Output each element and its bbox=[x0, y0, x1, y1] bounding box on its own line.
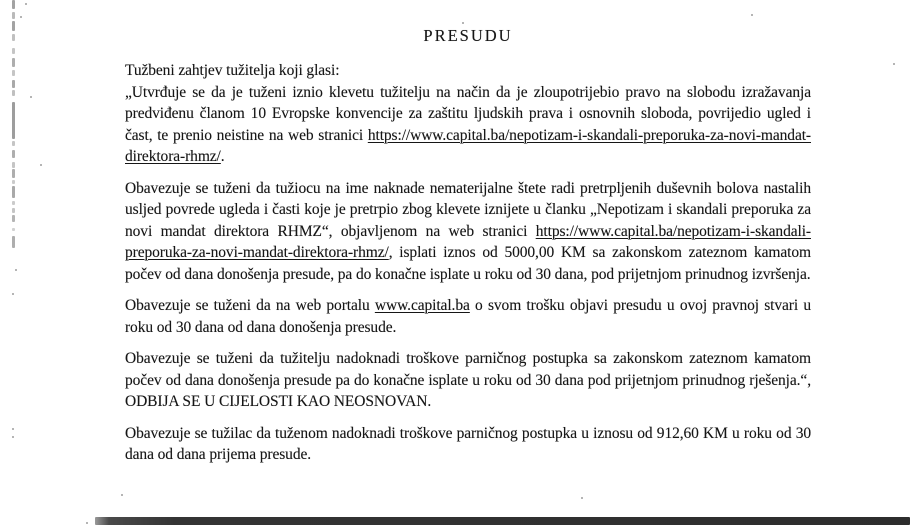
paragraph-text: Obavezuje se tuženi da tužitelju nadoknadi troškove parničnog postupka sa zakonskom zateznom kamatom počev od dana donošenja presude pa do konačne isplate u roku od 30 dana pod prijetnjom prinudnog rješenja.“, ODBIJA SE U CIJELOSTI KAO NEOSNOVAN. bbox=[125, 350, 811, 410]
intro-line: Tužbeni zahtjev tužitelja koji glasi: bbox=[125, 62, 340, 79]
scan-artifact-speck bbox=[12, 428, 14, 430]
scan-artifact-speck bbox=[86, 522, 88, 524]
scan-artifact-dash bbox=[12, 58, 15, 67]
scan-artifact-speck bbox=[12, 293, 14, 295]
scan-artifact-dash bbox=[12, 180, 15, 184]
scan-artifact-speck bbox=[25, 3, 27, 5]
capital-ba-portal-link[interactable]: www.capital.ba bbox=[374, 297, 470, 314]
scan-artifact-dash bbox=[12, 141, 15, 146]
paragraph-costs-award bbox=[125, 423, 811, 466]
document-title: PRESUDU bbox=[423, 26, 513, 45]
paragraph-text: . bbox=[220, 148, 225, 165]
scan-artifact-dash bbox=[12, 80, 15, 88]
scanner-edge-bar bbox=[95, 517, 910, 525]
paragraph-text: Obavezuje se tuženi da na web portalu bbox=[125, 297, 375, 314]
scan-artifact-dash bbox=[12, 150, 15, 158]
scan-artifact-speck bbox=[751, 14, 753, 16]
capital-ba-article-url-link[interactable]: https://www.capital.ba/nepotizam-i-skandali-preporuka-za-novi-mandat-direktora-rhmz/ bbox=[125, 126, 811, 165]
scan-artifact-speck bbox=[20, 16, 22, 18]
document-body bbox=[125, 26, 811, 476]
capital-ba-article-url-link[interactable]: https://www.capital.ba/nepotizam-i-skandali-preporuka-za-novi-mandat-direktora-rhmz/ bbox=[125, 222, 811, 261]
scan-artifact-speck bbox=[30, 96, 32, 98]
scan-artifact-dash bbox=[12, 215, 15, 222]
scan-artifact-dash bbox=[12, 12, 15, 19]
scan-artifact-speck bbox=[12, 436, 14, 438]
paragraph-text: , isplati iznos od 5000,00 KM sa zakonskom zateznom kamatom počev od dana donošenja presude, pa do konačne isplate u roku od 30 dana, pod prijetnjom prinudnog izvršenja. bbox=[125, 244, 811, 283]
scan-artifact-dash bbox=[12, 236, 15, 248]
scan-artifact-dash bbox=[12, 186, 15, 198]
scan-artifact-speck bbox=[121, 494, 123, 496]
scan-artifact-dash bbox=[12, 228, 15, 231]
scan-artifact-dash bbox=[12, 201, 15, 205]
scan-artifact-speck bbox=[581, 497, 583, 499]
scan-artifact-speck bbox=[40, 164, 42, 166]
paragraph-text: Obavezuje se tužilac da tuženom nadoknadi troškove parničnog postupka u iznosu od 912,60 KM u roku od 30 dana od dana prijema presude. bbox=[125, 424, 811, 463]
scan-artifact-dash bbox=[12, 48, 15, 54]
scan-artifact-dash bbox=[12, 70, 15, 76]
scan-artifact-dash bbox=[12, 102, 15, 139]
scan-artifact-dash bbox=[12, 162, 15, 168]
paragraph-text: „Utvrđuje se da je tuženi iznio klevetu tužitelju na način da je zloupotrijebio pravo na slobodu izražavanja predviđenu članom 10 Evropske konvencije za zaštitu ljudskih prava i osnovnih sloboda, povrijedio ugled i čast, te prenio neistine na web stranici bbox=[125, 83, 811, 144]
paragraph-text: o svom trošku objavi presudu u ovoj pravnoj stvari u roku od 30 dana od dana donošenja presude. bbox=[125, 297, 811, 336]
paragraph-claim-4-rejection bbox=[125, 348, 811, 413]
scan-artifact-dash bbox=[12, 208, 15, 213]
scan-artifact-speck bbox=[462, 22, 464, 24]
scan-artifact-dash bbox=[12, 0, 15, 9]
scan-artifact-dash bbox=[12, 169, 15, 178]
scan-artifact-dash bbox=[12, 34, 15, 41]
scan-artifact-speck bbox=[15, 269, 17, 271]
paragraph-text: Obavezuje se tuženi da tužiocu na ime naknade nematerijalne štete radi pretrpljenih duševnih bolova nastalih usljed povrede ugleda i časti koje je pretrpio zbog klevete iznijete u članku „Nepotizam i skandali preporuka za novi mandat direktora RHMZ“, objavljenom na web stranici bbox=[125, 179, 811, 240]
paragraph-claim-1 bbox=[125, 82, 811, 168]
scan-artifact-speck bbox=[893, 63, 895, 65]
scan-artifact-dash bbox=[12, 21, 15, 31]
paragraph-claim-2 bbox=[125, 178, 811, 286]
scan-artifact-dash bbox=[12, 90, 15, 96]
paragraph-claim-3 bbox=[125, 295, 811, 338]
